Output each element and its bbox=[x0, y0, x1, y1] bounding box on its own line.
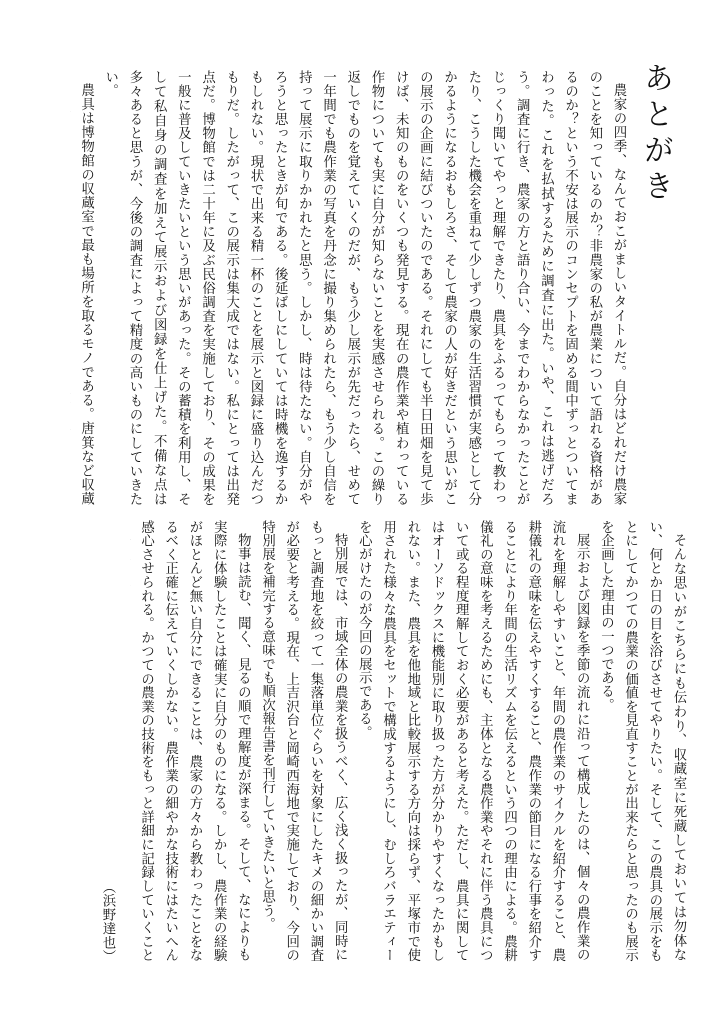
author-signature: （浜野達也） bbox=[100, 880, 115, 964]
paragraph: そんな思いがこちらにも伝わり、収蔵室に死蔵しておいては勿体ない、何とか日の目を浴びさせてやりたい。そして、この農具の展示をもとにしてかつての農業の価値を見直すことが出来たらと思ったのも展示を企画した理由の一つである。 bbox=[598, 520, 686, 962]
paragraph: 展示および図録を季節の流れに沿って構成したのは、個々の農作業の流れを理解しやすいこと、年間の農作業のサイクルを紹介すること、農耕儀礼の意味を伝えやすくすること、農作業の節目になる行事を紹介することにより年間の生活リズムを伝えるという四つの理由による。農耕儀礼の意味を考えるためにも、主体となる農作業やそれに伴う農具について或る程度理解しておく必要があると考えた。ただし、農具に関してはオーソドックスに機能別に取り扱った方が分かりやすくなったかもしれない。また、農具を他地域と比較展示する方向は採らず、平塚市で使用された様々な農具をセットで構成するようにし、むしろバラエティーを心がけたのが今回の展示である。 bbox=[356, 520, 590, 962]
paragraph: 特別展では、市域全体の農業を扱うべく、広く浅く扱ったが、同時にもっと調査地を絞って一集落単位ぐらいを対象にしたキメの細かい調査が必要と考える。現在、上吉沢台と岡崎西海地で実施しており、今回の特別展を補完する意味でも順次報告書を刊行していきたいと思う。 bbox=[259, 520, 348, 962]
paragraph: 農家の四季、なんておこがましいタイトルだ。自分はどれだけ農家のことを知っているのか？非農家の私が農業について語れる資格があるのか？という不安は展示のコンセプトを固める間中ずっとついてまわった。これを払拭するために調査に出た。いや、これは逃げだろう。調査に行き、農家の方と語り合い、今までわからなかったことがじっくり聞いてやっと理解できたり、農具をふるってもらって教わったり、こうした機会を重ねて少しずつ農家の生活習慣が実感として分かるようになるおもしろさ、そして農家の人が好きだという思いがこの展示の企画に結びついたのである。それにしても半日田畑を見て歩けば、未知のものをいくつも発見する。現在の農作業や植わっている作物についても実に自分が知らないことを実感させられる。この繰り返しでものを覚えていくのだが、もう少し展示が先だったら、せめて一年間でも農作業の写真を丹念に撮り集められたら、もう少し自信を持って展示に取りかかれたと思う。しかし、時は待たない。自分がやろうと思ったときが旬である。後延ばしにしていては時機を逸するかもしれない。現状で出来る精一杯のことを展示と図録に盛り込んだつもりだ。したがって、この展示は集大成ではない。私にとっては出発点だ。博物館では二十年に及ぶ民俗調査を実施しており、その成果を一般に普及していきたいという思いがあった。その蓄積を利用し、そして私自身の調査を加えて展示および図録を仕上げた。不備な点は多々あると思うが、今後の調査によって精度の高いものにしていきたい。 bbox=[102, 70, 626, 506]
upper-text-block bbox=[70, 70, 630, 506]
paragraph: 農具は博物館の収蔵室で最も場所を取るモノである。唐箕など収蔵 bbox=[78, 83, 94, 506]
page-title: あとがき bbox=[638, 62, 673, 206]
paragraph: 物事は読む、聞く、見るの順で理解度が深まる。そして、なによりも実際に体験したことは確実に自分のものになる。しかし、農作業の経験がほとんど無い自分にできることは、農家の方々から教わったことをなるべく正確に伝えていくしかない。農作業の細やかな技術にはたいへん感心させられる。かつての農業の技術をもっと詳細に記録していくこと bbox=[138, 520, 251, 962]
lower-text-block bbox=[130, 520, 690, 962]
